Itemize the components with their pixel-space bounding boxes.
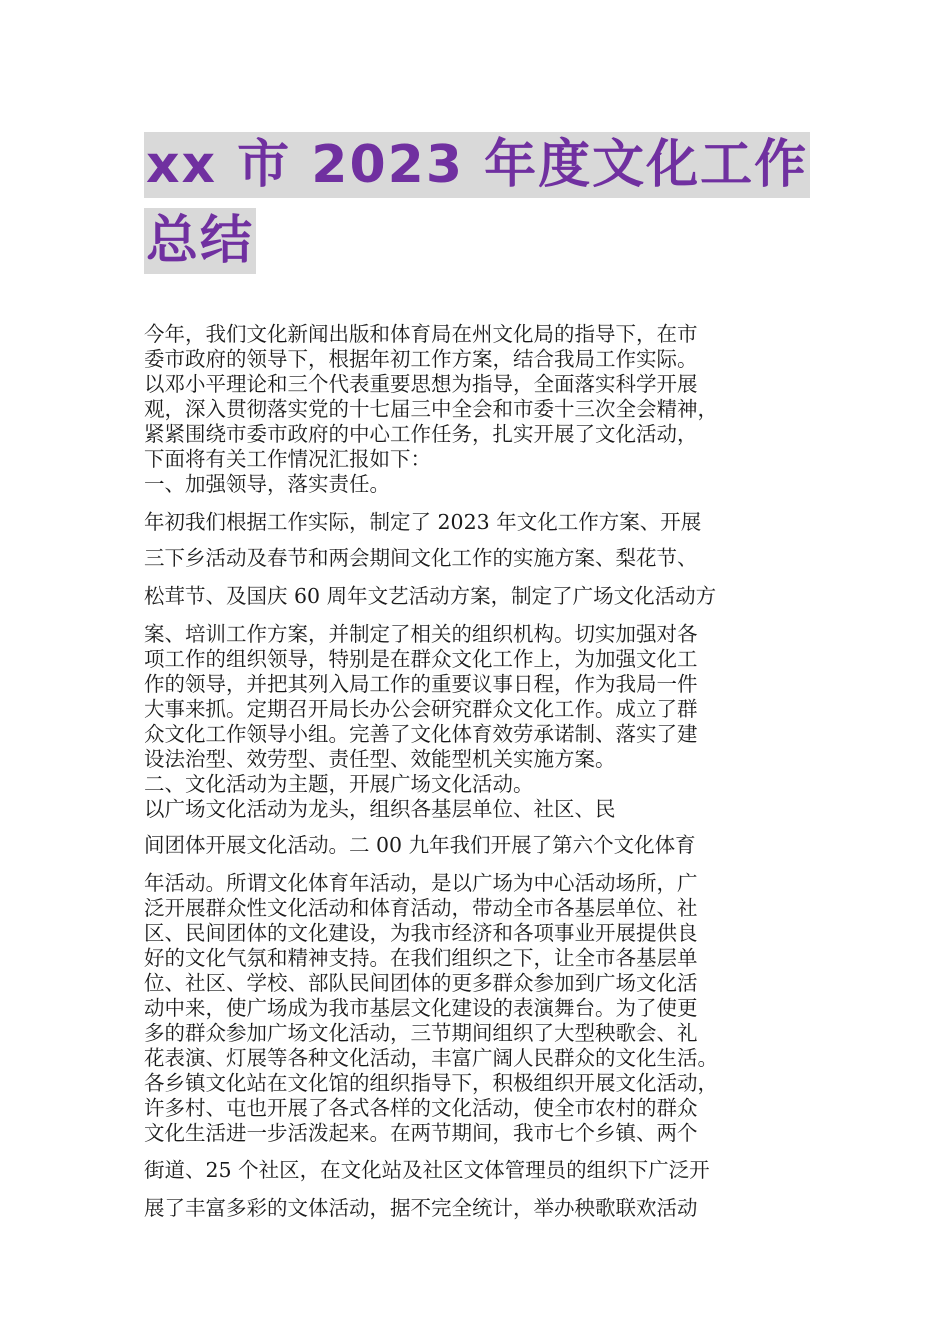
title-line-1: xx 市 2023 年度文化工作 [144,132,810,198]
body-line: 今年，我们文化新闻出版和体育局在州文化局的指导下，在市 [144,322,698,346]
body-line: 泛开展群众性文化活动和体育活动，带动全市各基层单位、社 [144,896,698,920]
body-line: 多的群众参加广场文化活动，三节期间组织了大型秧歌会、礼 [144,1021,698,1045]
body-line: 年初我们根据工作实际，制定了 2023 年文化工作方案、开展 [144,510,702,534]
body-line: 众文化工作领导小组。完善了文化体育效劳承诺制、落实了建 [144,722,698,746]
body-line: 观，深入贯彻落实党的十七届三中全会和市委十三次全会精神， [144,397,718,421]
body-line: 松茸节、及国庆 60 周年文艺活动方案，制定了广场文化活动方 [144,584,717,608]
body-line: 设法治型、效劳型、责任型、效能型机关实施方案。 [144,747,616,771]
body-line: 以邓小平理论和三个代表重要思想为指导，全面落实科学开展 [144,372,698,396]
body-line: 委市政府的领导下，根据年初工作方案，结合我局工作实际。 [144,347,698,371]
body-line: 案、培训工作方案，并制定了相关的组织机构。切实加强对各 [144,622,698,646]
title-line-2: 总结 [144,208,256,274]
body-line: 紧紧围绕市委市政府的中心工作任务，扎实开展了文化活动， [144,422,698,446]
body-line: 文化生活进一步活泼起来。在两节期间，我市七个乡镇、两个 [144,1121,698,1145]
body-line: 动中来，使广场成为我市基层文化建设的表演舞台。为了使更 [144,996,698,1020]
body-line: 三下乡活动及春节和两会期间文化工作的实施方案、梨花节、 [144,546,698,570]
body-line: 以广场文化活动为龙头，组织各基层单位、社区、民 [144,797,616,821]
body-line: 作的领导，并把其列入局工作的重要议事日程，作为我局一件 [144,672,698,696]
section-heading: 一、加强领导，落实责任。 [144,472,390,496]
body-line: 位、社区、学校、部队民间团体的更多群众参加到广场文化活 [144,971,698,995]
body-line: 展了丰富多彩的文体活动，据不完全统计，举办秧歌联欢活动 [144,1196,698,1220]
body-line: 花表演、灯展等各种文化活动，丰富广阔人民群众的文化生活。 [144,1046,718,1070]
section-heading: 二、文化活动为主题，开展广场文化活动。 [144,772,534,796]
body-line: 大事来抓。定期召开局长办公会研究群众文化工作。成立了群 [144,697,698,721]
body-line: 间团体开展文化活动。二 00 九年我们开展了第六个文化体育 [144,833,696,857]
body-line: 好的文化气氛和精神支持。在我们组织之下，让全市各基层单 [144,946,698,970]
body-line: 街道、25 个社区，在文化站及社区文体管理员的组织下广泛开 [144,1158,710,1182]
body-line: 年活动。所谓文化体育年活动，是以广场为中心活动场所，广 [144,871,698,895]
body-line: 许多村、屯也开展了各式各样的文化活动，使全市农村的群众 [144,1096,698,1120]
body-line: 下面将有关工作情况汇报如下： [144,447,431,471]
body-line: 区、民间团体的文化建设，为我市经济和各项事业开展提供良 [144,921,698,945]
body-line: 项工作的组织领导，特别是在群众文化工作上，为加强文化工 [144,647,698,671]
body-line: 各乡镇文化站在文化馆的组织指导下，积极组织开展文化活动， [144,1071,718,1095]
